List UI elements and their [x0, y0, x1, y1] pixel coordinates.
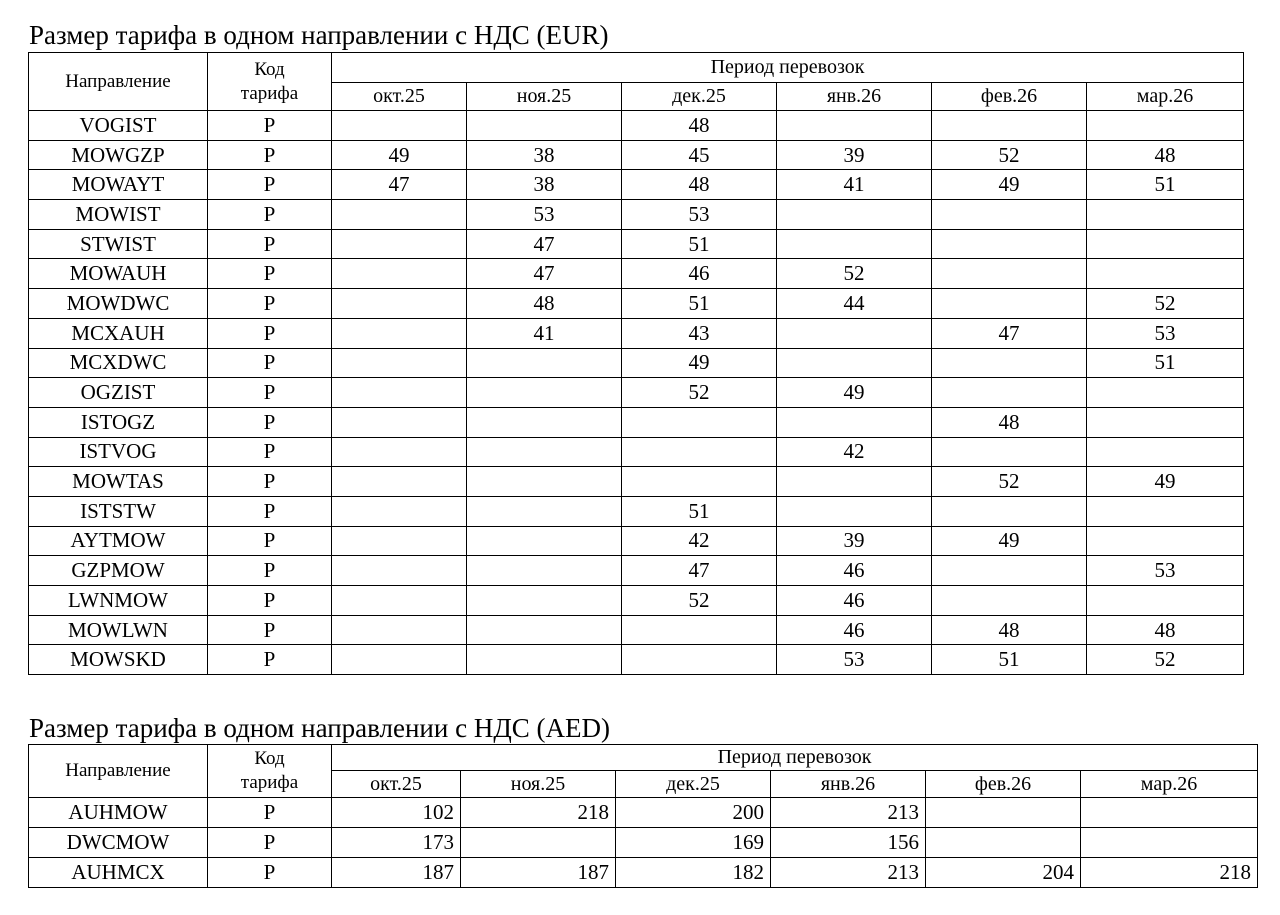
- direction-cell: MOWGZP: [29, 140, 208, 170]
- fare-value-cell: 51: [932, 645, 1087, 675]
- fare-value-cell: [1081, 828, 1258, 858]
- month-header: фев.26: [926, 771, 1081, 798]
- fare-value-cell: 48: [932, 615, 1087, 645]
- fare-value-cell: [932, 348, 1087, 378]
- direction-header: Направление: [29, 745, 208, 798]
- fare-value-cell: 52: [932, 140, 1087, 170]
- direction-cell: ISTVOG: [29, 437, 208, 467]
- direction-cell: OGZIST: [29, 378, 208, 408]
- fare-value-cell: [332, 467, 467, 497]
- fare-value-cell: [932, 556, 1087, 586]
- fare-value-cell: 45: [622, 140, 777, 170]
- tariff-code-header-line1: Код: [254, 748, 285, 769]
- table-row: [29, 289, 1244, 319]
- fare-value-cell: 53: [622, 200, 777, 230]
- table-row: [29, 200, 1244, 230]
- fare-value-cell: [777, 200, 932, 230]
- fare-value-cell: [932, 496, 1087, 526]
- eur-table-title: Размер тарифа в одном направлении с НДС (EUR): [29, 20, 609, 50]
- period-header: Период перевозок: [332, 745, 1258, 771]
- fare-value-cell: [332, 111, 467, 141]
- fare-value-cell: 48: [1087, 140, 1244, 170]
- fare-value-cell: 200: [616, 798, 771, 828]
- fare-value-cell: 48: [622, 170, 777, 200]
- tariff-code-cell: P: [208, 259, 332, 289]
- direction-cell: LWNMOW: [29, 586, 208, 616]
- month-header: ноя.25: [461, 771, 616, 798]
- table-row: [29, 348, 1244, 378]
- fare-value-cell: 49: [332, 140, 467, 170]
- fare-value-cell: [467, 526, 622, 556]
- fare-value-cell: [777, 407, 932, 437]
- fare-value-cell: [777, 229, 932, 259]
- fare-value-cell: 173: [332, 828, 461, 858]
- direction-cell: DWCMOW: [29, 828, 208, 858]
- fare-value-cell: [932, 437, 1087, 467]
- fare-value-cell: 44: [777, 289, 932, 319]
- fare-value-cell: [332, 348, 467, 378]
- fare-value-cell: [467, 437, 622, 467]
- tariff-code-cell: P: [208, 318, 332, 348]
- fare-value-cell: 47: [932, 318, 1087, 348]
- month-header: мар.26: [1087, 83, 1244, 111]
- fare-value-cell: [1087, 200, 1244, 230]
- tariff-code-cell: P: [208, 437, 332, 467]
- fare-value-cell: [932, 229, 1087, 259]
- fare-value-cell: 204: [926, 858, 1081, 888]
- fare-value-cell: [332, 615, 467, 645]
- fare-value-cell: 46: [777, 556, 932, 586]
- fare-value-cell: [1087, 526, 1244, 556]
- fare-value-cell: 47: [467, 259, 622, 289]
- fare-value-cell: [332, 229, 467, 259]
- fare-value-cell: [622, 615, 777, 645]
- direction-cell: GZPMOW: [29, 556, 208, 586]
- fare-value-cell: [926, 798, 1081, 828]
- tariff-code-cell: P: [208, 858, 332, 888]
- fare-value-cell: 156: [771, 828, 926, 858]
- fare-value-cell: 52: [622, 378, 777, 408]
- month-header: фев.26: [932, 83, 1087, 111]
- fare-value-cell: 53: [467, 200, 622, 230]
- fare-value-cell: [467, 111, 622, 141]
- tariff-code-cell: P: [208, 828, 332, 858]
- month-header: ноя.25: [467, 83, 622, 111]
- fare-value-cell: [332, 289, 467, 319]
- month-header: мар.26: [1081, 771, 1258, 798]
- tariff-code-cell: P: [208, 586, 332, 616]
- fare-value-cell: 53: [1087, 318, 1244, 348]
- fare-value-cell: 51: [1087, 348, 1244, 378]
- aed-table-title: Размер тарифа в одном направлении с НДС (AED): [29, 713, 610, 743]
- fare-value-cell: [467, 645, 622, 675]
- fare-value-cell: [932, 586, 1087, 616]
- fare-value-cell: 43: [622, 318, 777, 348]
- month-header: дек.25: [622, 83, 777, 111]
- table-row: [29, 140, 1244, 170]
- fare-value-cell: [332, 526, 467, 556]
- tariff-code-cell: P: [208, 556, 332, 586]
- fare-value-cell: 41: [777, 170, 932, 200]
- fare-value-cell: [332, 645, 467, 675]
- direction-cell: MOWSKD: [29, 645, 208, 675]
- fare-value-cell: 49: [1087, 467, 1244, 497]
- eur-tariff-table: [28, 52, 1244, 675]
- fare-value-cell: 48: [622, 111, 777, 141]
- fare-value-cell: 52: [1087, 645, 1244, 675]
- fare-value-cell: [777, 111, 932, 141]
- fare-value-cell: 38: [467, 140, 622, 170]
- table-row: [29, 496, 1244, 526]
- tariff-code-header-line2: тарифа: [240, 82, 299, 104]
- fare-value-cell: [332, 586, 467, 616]
- fare-value-cell: [332, 437, 467, 467]
- fare-value-cell: [332, 378, 467, 408]
- fare-value-cell: [461, 828, 616, 858]
- fare-value-cell: [777, 496, 932, 526]
- fare-value-cell: 52: [932, 467, 1087, 497]
- direction-cell: MOWAUH: [29, 259, 208, 289]
- direction-cell: AUHMCX: [29, 858, 208, 888]
- direction-cell: AYTMOW: [29, 526, 208, 556]
- fare-value-cell: [926, 828, 1081, 858]
- fare-value-cell: 52: [777, 259, 932, 289]
- direction-cell: MOWAYT: [29, 170, 208, 200]
- tariff-code-cell: P: [208, 378, 332, 408]
- table-row: [29, 467, 1244, 497]
- fare-value-cell: [777, 318, 932, 348]
- table-row: [29, 858, 1258, 888]
- tariff-code-header: [208, 745, 332, 798]
- fare-value-cell: [1087, 259, 1244, 289]
- fare-value-cell: [932, 259, 1087, 289]
- table-row: [29, 526, 1244, 556]
- table-row: [29, 111, 1244, 141]
- direction-cell: MOWLWN: [29, 615, 208, 645]
- table-row: [29, 407, 1244, 437]
- fare-value-cell: [622, 437, 777, 467]
- fare-value-cell: 38: [467, 170, 622, 200]
- fare-value-cell: [332, 496, 467, 526]
- direction-header: Направление: [29, 53, 208, 111]
- tariff-code-cell: P: [208, 645, 332, 675]
- fare-value-cell: [932, 378, 1087, 408]
- fare-value-cell: 187: [332, 858, 461, 888]
- tariff-code-cell: P: [208, 526, 332, 556]
- direction-cell: ISTOGZ: [29, 407, 208, 437]
- fare-value-cell: 51: [1087, 170, 1244, 200]
- tariff-code-cell: P: [208, 170, 332, 200]
- fare-value-cell: [467, 586, 622, 616]
- tariff-code-header-line2: тарифа: [240, 772, 299, 793]
- fare-value-cell: 49: [932, 526, 1087, 556]
- fare-value-cell: [332, 407, 467, 437]
- month-header: окт.25: [332, 83, 467, 111]
- fare-value-cell: 39: [777, 140, 932, 170]
- direction-cell: MCXAUH: [29, 318, 208, 348]
- fare-value-cell: [467, 378, 622, 408]
- table-row: [29, 828, 1258, 858]
- tariff-code-cell: P: [208, 348, 332, 378]
- fare-value-cell: 51: [622, 229, 777, 259]
- fare-value-cell: [777, 348, 932, 378]
- fare-value-cell: [932, 111, 1087, 141]
- fare-value-cell: [467, 407, 622, 437]
- fare-value-cell: 52: [1087, 289, 1244, 319]
- month-header: дек.25: [616, 771, 771, 798]
- direction-cell: MOWDWC: [29, 289, 208, 319]
- tariff-code-cell: P: [208, 111, 332, 141]
- direction-cell: AUHMOW: [29, 798, 208, 828]
- fare-value-cell: 53: [1087, 556, 1244, 586]
- direction-cell: ISTSTW: [29, 496, 208, 526]
- fare-value-cell: [467, 467, 622, 497]
- fare-value-cell: 42: [622, 526, 777, 556]
- table-row: [29, 556, 1244, 586]
- tariff-code-cell: P: [208, 798, 332, 828]
- fare-value-cell: 47: [622, 556, 777, 586]
- tariff-code-cell: P: [208, 407, 332, 437]
- table-row: [29, 259, 1244, 289]
- fare-value-cell: 169: [616, 828, 771, 858]
- fare-value-cell: 47: [467, 229, 622, 259]
- tariff-code-cell: P: [208, 140, 332, 170]
- fare-value-cell: [467, 556, 622, 586]
- table-row: [29, 229, 1244, 259]
- fare-value-cell: [1087, 111, 1244, 141]
- fare-value-cell: 46: [622, 259, 777, 289]
- direction-cell: MOWTAS: [29, 467, 208, 497]
- fare-value-cell: 49: [932, 170, 1087, 200]
- fare-value-cell: 51: [622, 496, 777, 526]
- table-row: [29, 170, 1244, 200]
- direction-cell: MCXDWC: [29, 348, 208, 378]
- fare-value-cell: 182: [616, 858, 771, 888]
- fare-value-cell: 49: [777, 378, 932, 408]
- fare-value-cell: 51: [622, 289, 777, 319]
- fare-value-cell: [467, 615, 622, 645]
- fare-value-cell: [1087, 437, 1244, 467]
- fare-value-cell: [1087, 229, 1244, 259]
- fare-value-cell: [332, 200, 467, 230]
- fare-value-cell: [777, 467, 932, 497]
- fare-value-cell: 42: [777, 437, 932, 467]
- fare-value-cell: 41: [467, 318, 622, 348]
- tariff-code-header: [208, 53, 332, 111]
- fare-value-cell: 102: [332, 798, 461, 828]
- fare-value-cell: 46: [777, 615, 932, 645]
- tariff-code-cell: P: [208, 229, 332, 259]
- fare-value-cell: [622, 467, 777, 497]
- fare-value-cell: [932, 200, 1087, 230]
- direction-cell: STWIST: [29, 229, 208, 259]
- table-row: [29, 586, 1244, 616]
- tariff-code-cell: P: [208, 289, 332, 319]
- fare-value-cell: 48: [932, 407, 1087, 437]
- fare-value-cell: 213: [771, 858, 926, 888]
- month-header: янв.26: [777, 83, 932, 111]
- table-row: [29, 378, 1244, 408]
- fare-value-cell: 52: [622, 586, 777, 616]
- fare-value-cell: [1087, 378, 1244, 408]
- fare-value-cell: 46: [777, 586, 932, 616]
- tariff-code-cell: P: [208, 496, 332, 526]
- fare-value-cell: [1087, 407, 1244, 437]
- table-row: [29, 645, 1244, 675]
- fare-value-cell: [467, 496, 622, 526]
- fare-value-cell: [1087, 496, 1244, 526]
- tariff-code-header-line1: Код: [254, 58, 285, 80]
- month-header: окт.25: [332, 771, 461, 798]
- fare-value-cell: 48: [467, 289, 622, 319]
- fare-value-cell: [1081, 798, 1258, 828]
- table-row: [29, 437, 1244, 467]
- period-header: Период перевозок: [332, 53, 1244, 83]
- fare-value-cell: [932, 289, 1087, 319]
- fare-value-cell: 47: [332, 170, 467, 200]
- fare-value-cell: [1087, 586, 1244, 616]
- fare-value-cell: [467, 348, 622, 378]
- table-row: [29, 615, 1244, 645]
- direction-cell: VOGIST: [29, 111, 208, 141]
- tariff-code-cell: P: [208, 615, 332, 645]
- aed-tariff-table: [28, 744, 1258, 888]
- fare-value-cell: 187: [461, 858, 616, 888]
- fare-value-cell: [332, 318, 467, 348]
- fare-value-cell: 53: [777, 645, 932, 675]
- fare-value-cell: 218: [1081, 858, 1258, 888]
- fare-value-cell: 48: [1087, 615, 1244, 645]
- fare-value-cell: [332, 259, 467, 289]
- fare-value-cell: 213: [771, 798, 926, 828]
- fare-value-cell: [332, 556, 467, 586]
- direction-cell: MOWIST: [29, 200, 208, 230]
- tariff-code-cell: P: [208, 467, 332, 497]
- fare-value-cell: 218: [461, 798, 616, 828]
- fare-value-cell: 39: [777, 526, 932, 556]
- month-header: янв.26: [771, 771, 926, 798]
- table-row: [29, 798, 1258, 828]
- tariff-code-cell: P: [208, 200, 332, 230]
- table-row: [29, 318, 1244, 348]
- fare-value-cell: [622, 645, 777, 675]
- fare-value-cell: [622, 407, 777, 437]
- fare-value-cell: 49: [622, 348, 777, 378]
